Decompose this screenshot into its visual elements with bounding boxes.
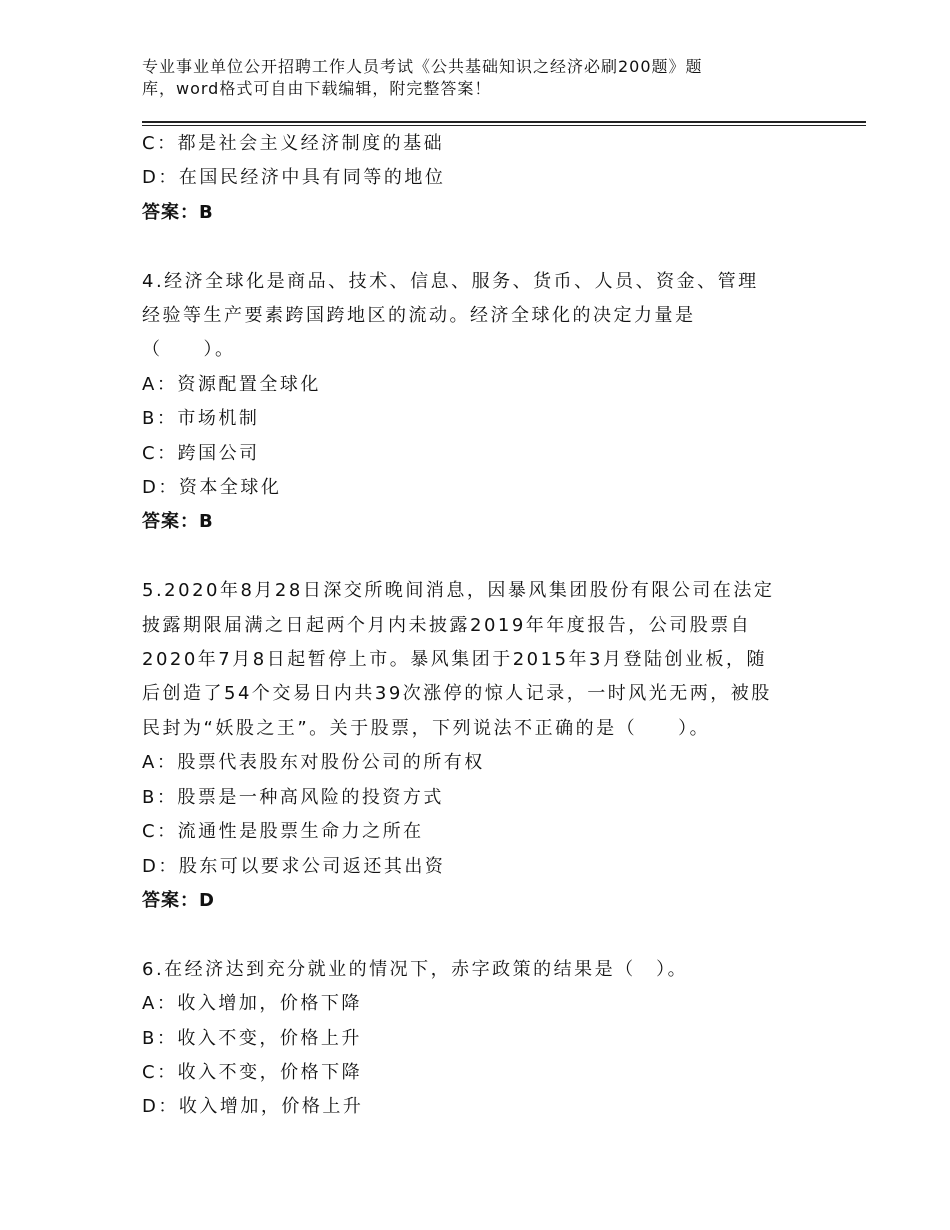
question-text-line: 4.经济全球化是商品、技术、信息、服务、货币、人员、资金、管理 (142, 270, 759, 292)
option-d: D：在国民经济中具有同等的地位 (142, 167, 446, 189)
option-a: A：资源配置全球化 (142, 373, 321, 395)
question-text-line: 披露期限届满之日起两个月内未披露2019年年度报告，公司股票自 (142, 614, 752, 636)
question-3-tail (142, 127, 822, 230)
document-header (142, 56, 762, 100)
question-list (142, 127, 822, 1125)
spacer (142, 918, 822, 952)
question-text-line: 民封为“妖股之王”。关于股票，下列说法不正确的是（ ）。 (142, 717, 711, 739)
option-c: C：收入不变，价格下降 (142, 1061, 363, 1083)
option-c: C：流通性是股票生命力之所在 (142, 821, 424, 843)
question-text-line: 2020年7月8日起暂停上市。暴风集团于2015年3月登陆创业板，随 (142, 649, 767, 671)
option-a: A：股票代表股东对股份公司的所有权 (142, 752, 485, 774)
header-line-2: 库，word格式可自由下载编辑，附完整答案！ (142, 79, 492, 98)
question-text-line: （ ）。 (142, 339, 236, 361)
answer-label: 答案：B (142, 511, 214, 533)
question-text-line: 后创造了54个交易日内共39次涨停的惊人记录，一时风光无两，被股 (142, 683, 772, 705)
question-text-line: 5.2020年8月28日深交所晚间消息，因暴风集团股份有限公司在法定 (142, 580, 775, 602)
option-d: D：资本全球化 (142, 477, 282, 499)
option-a: A：收入增加，价格下降 (142, 993, 362, 1015)
answer-label: 答案：D (142, 889, 215, 911)
spacer (142, 230, 822, 264)
header-rule-thin (142, 125, 866, 126)
spacer (142, 540, 822, 574)
option-d: D：收入增加，价格上升 (142, 1096, 364, 1118)
option-b: B：市场机制 (142, 408, 260, 430)
option-d: D：股东可以要求公司返还其出资 (142, 855, 446, 877)
header-line-1: 专业事业单位公开招聘工作人员考试《公共基础知识之经济必刷200题》题 (142, 57, 703, 76)
answer-label: 答案：B (142, 201, 214, 223)
header-rule-thick (142, 121, 866, 123)
question-text-line: 6.在经济达到充分就业的情况下，赤字政策的结果是（ ）。 (142, 958, 689, 980)
option-b: B：收入不变，价格上升 (142, 1027, 362, 1049)
question-text-line: 经验等生产要素跨国跨地区的流动。经济全球化的决定力量是 (142, 305, 696, 327)
option-c: C：都是社会主义经济制度的基础 (142, 133, 445, 154)
question-4 (142, 265, 822, 540)
question-6 (142, 953, 822, 1125)
option-b: B：股票是一种高风险的投资方式 (142, 786, 444, 808)
question-5 (142, 574, 822, 918)
option-c: C：跨国公司 (142, 442, 260, 464)
